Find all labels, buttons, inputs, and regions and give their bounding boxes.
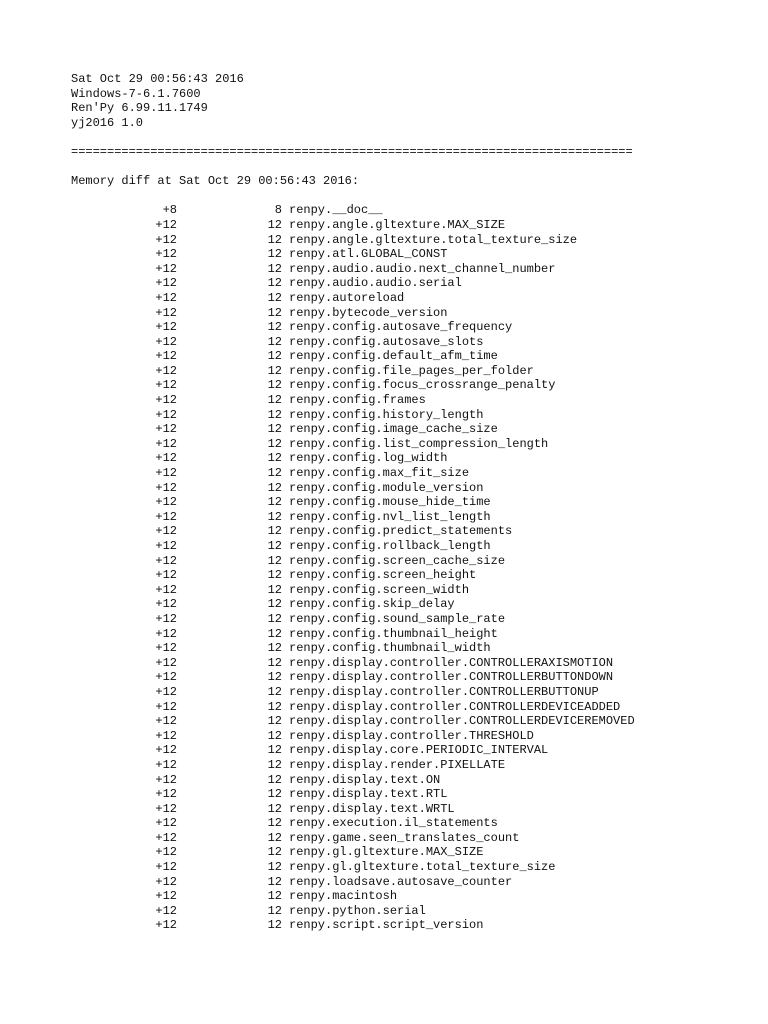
row-count: 12: [267, 363, 282, 378]
row-delta: +12: [155, 787, 177, 802]
table-row: [71, 524, 751, 539]
row-delta: +12: [155, 684, 177, 699]
table-row: [71, 918, 751, 933]
row-delta: +12: [155, 845, 177, 860]
row-count: 12: [267, 568, 282, 583]
table-row: [71, 700, 751, 715]
row-count: 12: [267, 276, 282, 291]
table-row: [71, 335, 751, 350]
row-count: 12: [267, 772, 282, 787]
row-count: 12: [267, 495, 282, 510]
row-name: renpy.config.skip_delay: [289, 597, 455, 612]
row-count: 12: [267, 378, 282, 393]
row-name: renpy.display.controller.CONTROLLERBUTTONDOWN: [289, 670, 614, 685]
row-count: 12: [267, 626, 282, 641]
row-name: renpy.display.core.PERIODIC_INTERVAL: [289, 743, 549, 758]
row-delta: +12: [155, 261, 177, 276]
row-count: 12: [267, 728, 282, 743]
row-delta: +12: [155, 524, 177, 539]
table-row: [71, 597, 751, 612]
row-count: 12: [267, 539, 282, 553]
row-name: renpy.game.seen_translates_count: [289, 830, 520, 845]
table-row: [71, 889, 751, 904]
row-name: renpy.python.serial: [289, 903, 426, 918]
row-name: renpy.execution.il_statements: [289, 816, 498, 831]
table-row: [71, 831, 751, 846]
row-count: 12: [267, 582, 282, 597]
row-name: renpy.angle.gltexture.total_texture_size: [289, 232, 578, 247]
table-row: [71, 481, 751, 496]
row-delta: +12: [155, 918, 177, 933]
row-count: 12: [267, 757, 282, 772]
row-name: renpy.config.log_width: [289, 451, 448, 466]
row-delta: +12: [155, 436, 177, 451]
row-name: renpy.atl.GLOBAL_CONST: [289, 247, 448, 262]
table-row: [71, 364, 751, 379]
row-name: renpy.config.image_cache_size: [289, 422, 498, 437]
row-delta: +8: [162, 203, 177, 218]
table-row: [71, 554, 751, 569]
row-name: renpy.config.mouse_hide_time: [289, 495, 491, 510]
table-row: [71, 758, 751, 773]
row-name: renpy.display.controller.THRESHOLD: [289, 728, 534, 743]
row-delta: +12: [155, 699, 177, 714]
row-delta: +12: [155, 422, 177, 437]
row-count: 12: [267, 320, 282, 335]
row-name: renpy.angle.gltexture.MAX_SIZE: [289, 217, 506, 232]
row-delta: +12: [155, 363, 177, 378]
row-name: renpy.config.screen_cache_size: [289, 553, 506, 568]
row-count: 12: [267, 816, 282, 831]
row-delta: +12: [155, 334, 177, 349]
row-delta: +12: [155, 874, 177, 889]
row-name: renpy.loadsave.autosave_counter: [289, 874, 513, 889]
row-name: renpy.bytecode_version: [289, 305, 448, 320]
row-delta: +12: [155, 407, 177, 422]
row-delta: +12: [155, 860, 177, 875]
row-count: 12: [267, 874, 282, 889]
table-row: [71, 291, 751, 306]
table-row: [71, 583, 751, 598]
table-row: [71, 860, 751, 875]
row-delta: +12: [155, 305, 177, 320]
row-name: renpy.config.max_fit_size: [289, 466, 470, 481]
row-name: renpy.config.autosave_slots: [289, 334, 484, 349]
table-row: [71, 656, 751, 671]
row-delta: +12: [155, 597, 177, 612]
row-delta: +12: [155, 830, 177, 845]
row-count: 12: [267, 509, 282, 524]
row-delta: +12: [155, 772, 177, 787]
row-count: 12: [267, 407, 282, 422]
row-name: renpy.config.list_compression_length: [289, 436, 549, 451]
row-delta: +12: [155, 626, 177, 641]
table-row: [71, 247, 751, 262]
row-name: renpy.display.text.ON: [289, 772, 441, 787]
row-name: renpy.display.controller.CONTROLLERBUTTONUP: [289, 684, 599, 699]
row-delta: +12: [155, 451, 177, 466]
table-row: [71, 378, 751, 393]
row-name: renpy.config.screen_height: [289, 568, 477, 583]
table-row: [71, 306, 751, 321]
report-date: Sat Oct 29 00:56:43 2016: [71, 72, 244, 86]
row-delta: +12: [155, 801, 177, 816]
row-count: 12: [267, 830, 282, 845]
row-name: renpy.display.controller.CONTROLLERDEVICEADDED: [289, 699, 621, 714]
table-row: [71, 685, 751, 700]
table-row: [71, 451, 751, 466]
row-count: 12: [267, 232, 282, 247]
row-delta: +12: [155, 247, 177, 262]
table-row: [71, 262, 751, 277]
row-count: 12: [267, 349, 282, 364]
row-name: renpy.audio.audio.next_channel_number: [289, 261, 556, 276]
row-name: renpy.config.thumbnail_height: [289, 626, 498, 641]
row-delta: +12: [155, 568, 177, 583]
game-version: yj2016 1.0: [71, 115, 144, 130]
table-row: [71, 816, 751, 831]
platform-info: Windows-7-6.1.7600: [71, 86, 201, 101]
row-delta: +12: [155, 495, 177, 510]
row-count: 12: [267, 845, 282, 860]
table-row: [71, 904, 751, 919]
row-count: 12: [267, 918, 282, 933]
row-count: 12: [267, 801, 282, 816]
row-name: renpy.macintosh: [289, 889, 398, 904]
row-count: 8: [274, 203, 282, 218]
table-row: [71, 233, 751, 248]
row-delta: +12: [155, 290, 177, 305]
row-name: renpy.gl.gltexture.total_texture_size: [289, 860, 556, 875]
row-delta: +12: [155, 582, 177, 597]
row-count: 12: [267, 787, 282, 802]
row-delta: +12: [155, 655, 177, 670]
row-count: 12: [267, 655, 282, 670]
table-row: [71, 612, 751, 627]
renpy-version: Ren'Py 6.99.11.1749: [71, 101, 208, 116]
table-row: [71, 320, 751, 335]
row-delta: +12: [155, 889, 177, 904]
row-name: renpy.display.text.RTL: [289, 787, 448, 802]
row-name: renpy.autoreload: [289, 290, 405, 305]
table-row: [71, 627, 751, 642]
row-count: 12: [267, 903, 282, 918]
table-row: [71, 408, 751, 423]
row-count: 12: [267, 436, 282, 451]
row-count: 12: [267, 290, 282, 305]
row-name: renpy.config.autosave_frequency: [289, 320, 513, 335]
memory-diff-table: [71, 203, 751, 933]
row-delta: +12: [155, 276, 177, 291]
row-name: renpy.config.predict_statements: [289, 524, 513, 539]
row-delta: +12: [155, 349, 177, 364]
row-name: renpy.config.module_version: [289, 480, 484, 495]
table-row: [71, 437, 751, 452]
row-delta: +12: [155, 553, 177, 568]
row-delta: +12: [155, 816, 177, 831]
row-delta: +12: [155, 539, 177, 553]
row-count: 12: [267, 480, 282, 495]
row-count: 12: [267, 743, 282, 758]
table-row: [71, 276, 751, 291]
row-delta: +12: [155, 641, 177, 656]
row-count: 12: [267, 524, 282, 539]
table-row: [71, 670, 751, 685]
document-page: [71, 72, 751, 933]
table-row: [71, 218, 751, 233]
table-row: [71, 203, 751, 218]
row-delta: +12: [155, 670, 177, 685]
row-count: 12: [267, 334, 282, 349]
row-count: 12: [267, 670, 282, 685]
row-delta: +12: [155, 903, 177, 918]
row-name: renpy.__doc__: [289, 203, 383, 218]
row-count: 12: [267, 217, 282, 232]
row-count: 12: [267, 553, 282, 568]
row-count: 12: [267, 247, 282, 262]
row-count: 12: [267, 611, 282, 626]
row-name: renpy.config.sound_sample_rate: [289, 611, 506, 626]
row-count: 12: [267, 393, 282, 408]
row-name: renpy.config.screen_width: [289, 582, 470, 597]
row-name: renpy.display.text.WRTL: [289, 801, 455, 816]
row-delta: +12: [155, 509, 177, 524]
row-count: 12: [267, 422, 282, 437]
row-name: renpy.config.focus_crossrange_penalty: [289, 378, 556, 393]
row-name: renpy.config.history_length: [289, 407, 484, 422]
table-row: [71, 539, 751, 554]
row-count: 12: [267, 699, 282, 714]
table-row: [71, 495, 751, 510]
table-row: [71, 875, 751, 890]
table-row: [71, 802, 751, 817]
row-name: renpy.script.script_version: [289, 918, 484, 933]
table-row: [71, 641, 751, 656]
memory-diff-heading: Memory diff at Sat Oct 29 00:56:43 2016:: [71, 174, 360, 189]
row-name: renpy.config.thumbnail_width: [289, 641, 491, 656]
row-count: 12: [267, 451, 282, 466]
row-name: renpy.config.rollback_length: [289, 539, 491, 553]
row-name: renpy.display.controller.CONTROLLERAXISMOTION: [289, 655, 614, 670]
table-row: [71, 349, 751, 364]
row-delta: +12: [155, 320, 177, 335]
row-count: 12: [267, 305, 282, 320]
row-name: renpy.config.frames: [289, 393, 426, 408]
table-row: [71, 787, 751, 802]
row-delta: +12: [155, 232, 177, 247]
row-name: renpy.audio.audio.serial: [289, 276, 462, 291]
table-row: [71, 568, 751, 583]
row-count: 12: [267, 860, 282, 875]
row-count: 12: [267, 889, 282, 904]
row-name: renpy.config.file_pages_per_folder: [289, 363, 534, 378]
row-delta: +12: [155, 217, 177, 232]
table-row: [71, 422, 751, 437]
table-row: [71, 393, 751, 408]
row-name: renpy.display.render.PIXELLATE: [289, 757, 506, 772]
row-count: 12: [267, 684, 282, 699]
row-delta: +12: [155, 743, 177, 758]
row-name: renpy.gl.gltexture.MAX_SIZE: [289, 845, 484, 860]
row-delta: +12: [155, 466, 177, 481]
row-delta: +12: [155, 728, 177, 743]
row-count: 12: [267, 597, 282, 612]
separator-rule: ==============================================================================: [71, 144, 633, 159]
row-count: 12: [267, 641, 282, 656]
row-count: 12: [267, 466, 282, 481]
table-row: [71, 466, 751, 481]
row-delta: +12: [155, 714, 177, 729]
table-row: [71, 845, 751, 860]
row-delta: +12: [155, 757, 177, 772]
row-count: 12: [267, 261, 282, 276]
table-row: [71, 773, 751, 788]
row-name: renpy.config.default_afm_time: [289, 349, 498, 364]
row-delta: +12: [155, 480, 177, 495]
row-delta: +12: [155, 378, 177, 393]
row-name: renpy.display.controller.CONTROLLERDEVICEREMOVED: [289, 714, 635, 729]
row-name: renpy.config.nvl_list_length: [289, 509, 491, 524]
table-row: [71, 510, 751, 525]
table-row: [71, 743, 751, 758]
row-delta: +12: [155, 393, 177, 408]
table-row: [71, 729, 751, 744]
row-count: 12: [267, 714, 282, 729]
table-row: [71, 714, 751, 729]
row-delta: +12: [155, 611, 177, 626]
